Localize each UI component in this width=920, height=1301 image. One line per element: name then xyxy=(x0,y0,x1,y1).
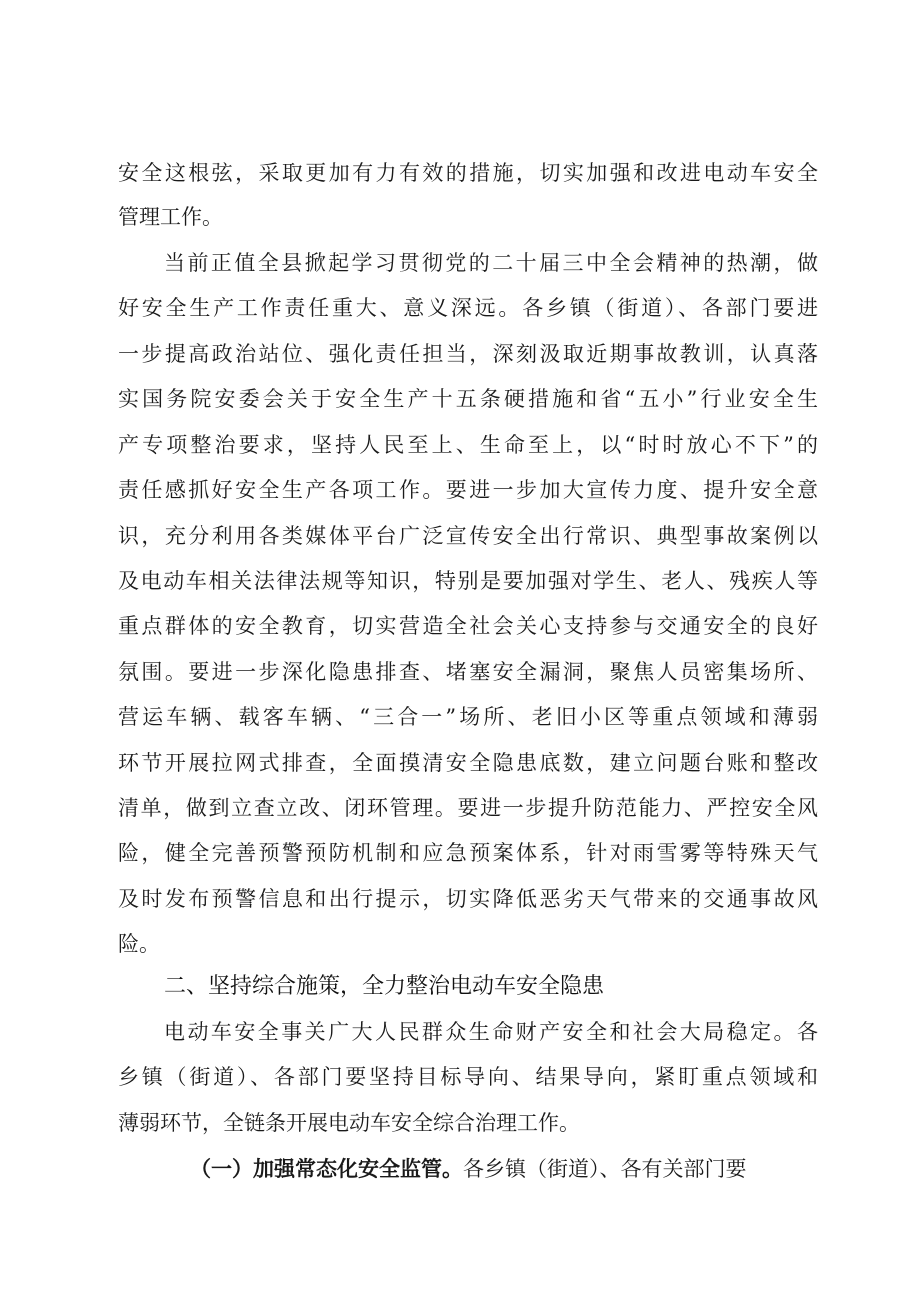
body-text-line: 重点群体的安全教育，切实营造全社会关心支持参与交通安全的良好 xyxy=(118,614,818,638)
paragraph-first-line: 当前正值全县掀起学习贯彻党的二十届三中全会精神的热潮，做 xyxy=(164,251,818,275)
paragraph-first-line: 电动车安全事关广大人民群众生命财产安全和社会大局稳定。各 xyxy=(164,1020,818,1044)
subsection-line xyxy=(190,1151,818,1187)
body-text-line: 营运车辆、载客车辆、“三合一”场所、老旧小区等重点领域和薄弱 xyxy=(118,705,818,729)
body-text-line: 识，充分利用各类媒体平台广泛宣传安全出行常识、典型事故案例以 xyxy=(118,524,818,548)
body-text-line: 及电动车相关法律法规等知识，特别是要加强对学生、老人、残疾人等 xyxy=(118,569,818,593)
body-text-line: 一步提高政治站位、强化责任担当，深刻汲取近期事故教训，认真落 xyxy=(118,342,818,366)
subsection-heading: （一）加强常态化安全监管。 xyxy=(190,1157,463,1181)
body-text-line: 实国务院安委会关于安全生产十五条硬措施和省“五小”行业安全生 xyxy=(118,387,818,411)
body-text-line: 安全这根弦，采取更加有力有效的措施，切实加强和改进电动车安全 xyxy=(118,161,818,185)
body-text-line: 责任感抓好安全生产各项工作。要进一步加大宣传力度、提升安全意 xyxy=(118,478,818,502)
body-text-line: 氛围。要进一步深化隐患排查、堵塞安全漏洞，聚焦人员密集场所、 xyxy=(118,660,818,684)
body-text-line: 险。 xyxy=(118,932,160,956)
body-text-line: 清单，做到立查立改、闭环管理。要进一步提升防范能力、严控安全风 xyxy=(118,796,818,820)
body-text-line: 乡镇（街道）、各部门要坚持目标导向、结果导向，紧盯重点领域和 xyxy=(118,1065,818,1089)
body-text-line: 管理工作。 xyxy=(118,205,223,229)
subsection-text: 各乡镇（街道）、各有关部门要 xyxy=(463,1157,747,1181)
body-text-line: 产专项整治要求，坚持人民至上、生命至上，以“时时放心不下”的 xyxy=(118,433,818,457)
body-text-line: 及时发布预警信息和出行提示，切实降低恶劣天气带来的交通事故风 xyxy=(118,887,818,911)
body-text-line: 环节开展拉网式排查，全面摸清安全隐患底数，建立问题台账和整改 xyxy=(118,751,818,775)
section-heading: 二、坚持综合施策，全力整治电动车安全隐患 xyxy=(164,974,605,999)
body-text-line: 险，健全完善预警预防机制和应急预案体系，针对雨雪雾等特殊天气 xyxy=(118,841,818,865)
body-text-line: 好安全生产工作责任重大、意义深远。各乡镇（街道）、各部门要进 xyxy=(118,296,818,320)
body-text-line: 薄弱环节，全链条开展电动车安全综合治理工作。 xyxy=(118,1111,580,1135)
